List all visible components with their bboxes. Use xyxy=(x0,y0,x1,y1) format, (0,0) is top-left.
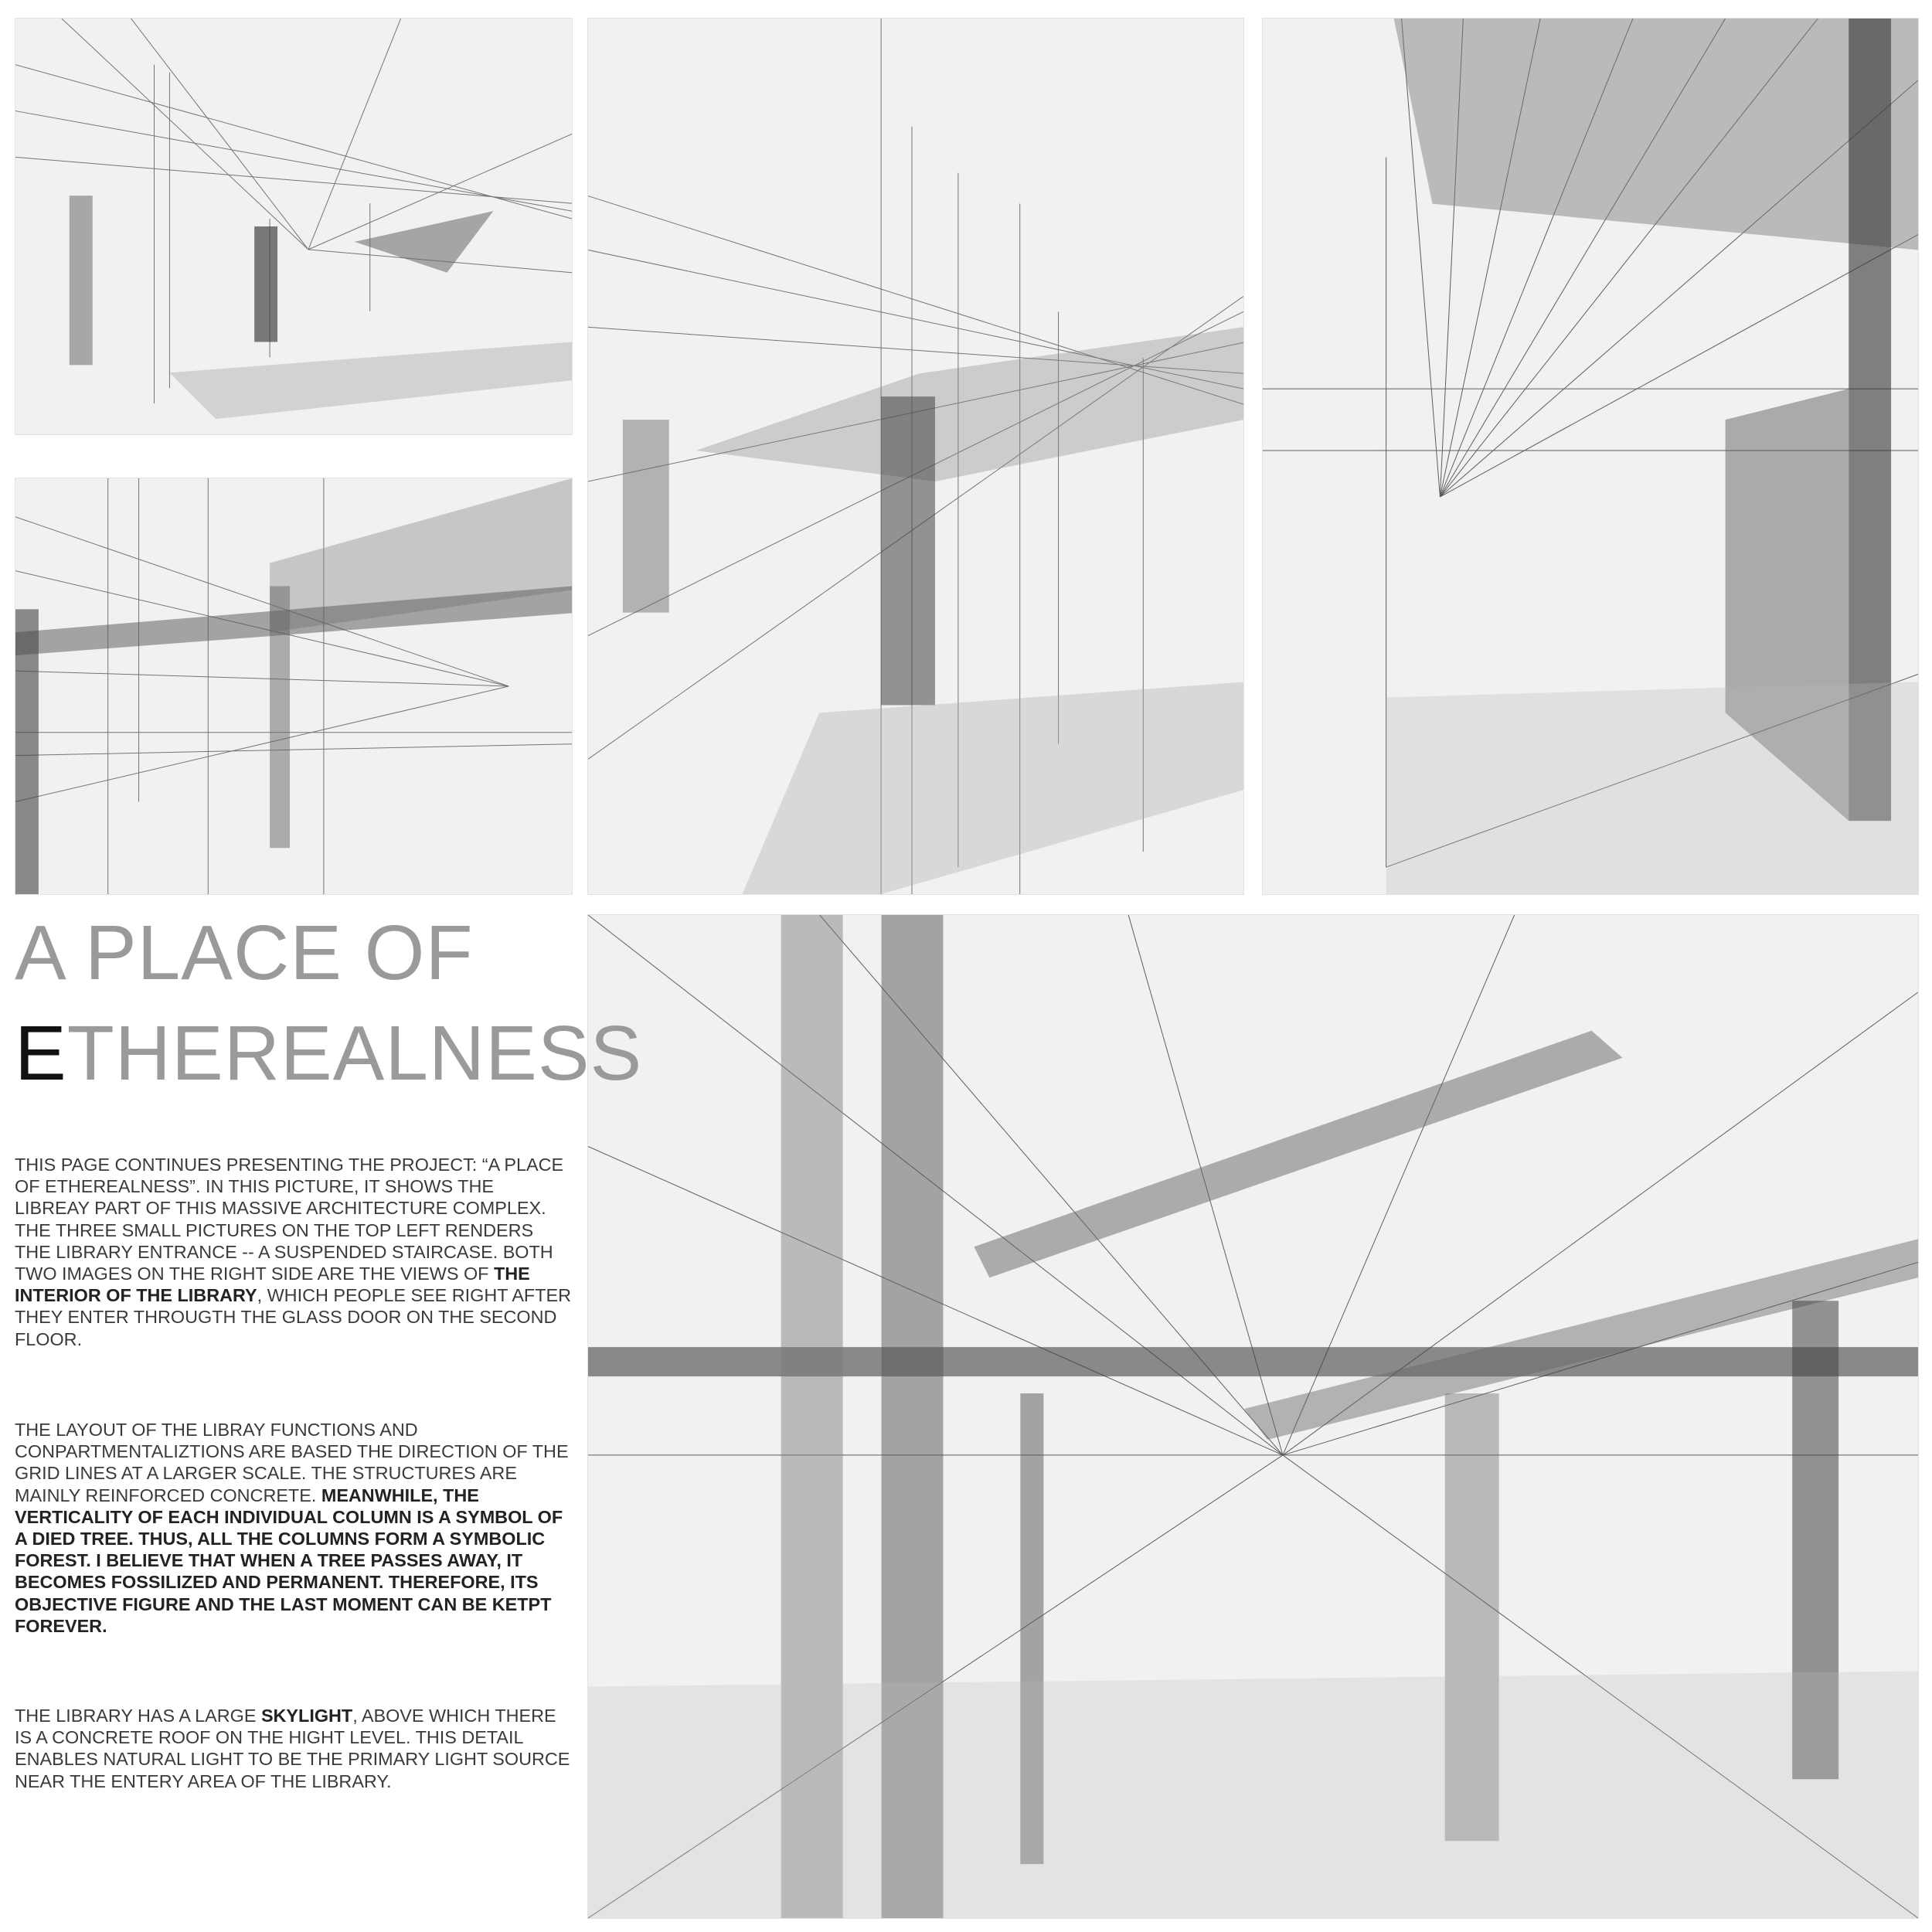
paragraph-text: , WHICH PEOPLE SEE RIGHT AFTER THEY ENTER THROUGTH THE GLASS DOOR ON THE SECOND FLOOR. xyxy=(15,1285,571,1349)
sketch-library-interior-corridor xyxy=(1262,18,1919,895)
sketch-suspended-staircase xyxy=(587,18,1244,895)
sketch-drawing xyxy=(15,19,572,434)
sketch-drawing xyxy=(588,19,1243,894)
sketch-drawing xyxy=(588,915,1918,1918)
sketch-library-column-hall xyxy=(587,914,1919,1919)
sketch-drawing xyxy=(1263,19,1918,894)
paragraph-emphasis: MEANWHILE, THE VERTICALITY OF EACH INDIVIDUAL COLUMN IS A SYMBOL OF A DIED TREE. THUS, ALL THE COLUMNS FORM A SYMBOLIC FOREST. I BELIEVE THAT WHEN A TREE PASSES AWAY, IT BECOMES FOSSILIZED AND PERMANENT. THEREFORE, ITS OBJECTIVE FIGURE AND THE LAST MOMENT CAN BE KETPT FOREVER. xyxy=(15,1485,563,1636)
title-line-2-rest: THEREALNESS xyxy=(66,1010,643,1097)
paragraph-text: THIS PAGE CONTINUES PRESENTING THE PROJECT: “A PLACE OF ETHEREALNESS”. IN THIS PICTURE, IT SHOWS THE LIBREAY PART OF THIS MASSIVE ARCHITECTURE COMPLEX. THE THREE SMALL PICTURES ON THE TOP LEFT RENDERS THE LIBRARY ENTRANCE -- A SUSPENDED STAIRCASE. BOTH TWO IMAGES ON THE RIGHT SIDE ARE THE VIEWS OF xyxy=(15,1155,564,1284)
sketch-drawing xyxy=(15,478,572,894)
paragraph-skylight xyxy=(15,1705,571,1792)
paragraph-text: , ABOVE WHICH THERE IS A CONCRETE ROOF ON THE HIGHT LEVEL. THIS DETAIL ENABLES NATURAL LIGHT TO BE THE PRIMARY LIGHT SOURCE NEAR THE ENTERY AREA OF THE LIBRARY. xyxy=(15,1706,570,1791)
paragraph-text: THE LAYOUT OF THE LIBRAY FUNCTIONS AND CONPARTMENTALIZTIONS ARE BASED THE DIRECTION OF THE GRID LINES AT A LARGER SCALE. THE STRUCTURES ARE MAINLY REINFORCED CONCRETE. xyxy=(15,1420,569,1505)
sketch-staircase-overview xyxy=(15,18,573,435)
paragraph-layout-structure xyxy=(15,1419,571,1637)
title-accent-letter: E xyxy=(15,1010,67,1097)
sketch-staircase-side-view xyxy=(15,478,573,895)
page-title-line-2 xyxy=(15,1010,643,1097)
paragraph-emphasis: THE INTERIOR OF THE LIBRARY xyxy=(15,1264,530,1306)
page-title-line-1: A PLACE OF xyxy=(15,910,474,996)
paragraph-text: THE LIBRARY HAS A LARGE xyxy=(15,1706,261,1726)
paragraph-emphasis: SKYLIGHT xyxy=(260,1706,353,1726)
paragraph-project-intro xyxy=(15,1154,571,1350)
